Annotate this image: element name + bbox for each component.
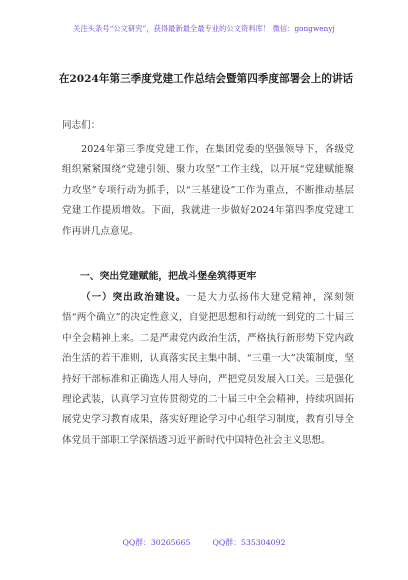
- salutation: 同志们：: [62, 120, 101, 131]
- footer: [0, 537, 408, 548]
- header-banner: 关注头条号“公文研究”，获得最新最全最专业的公文资料库！ 微信：gongwenyj: [73, 24, 335, 33]
- footer-qq-group-2: QQ群：535304092: [212, 538, 286, 547]
- footer-qq-group-1: QQ群：30265665: [122, 538, 191, 547]
- section-1-paragraph: [62, 288, 354, 451]
- section-1-subheading: （一）突出政治建设。: [81, 292, 187, 303]
- document-title: 在2024年第三季度党建工作总结会暨第四季度部署会上的讲话: [58, 73, 354, 85]
- intro-paragraph: 2024年第三季度党建工作，在集团党委的坚强领导下，各级党组织紧紧围绕“党建引领、聚力攻坚”工作主线，以开展“党建赋能聚力攻坚”专项行动为抓手，以“三基建设”工作为重点，不断推动基层党建工作提质增效。下面，我就进一步做好2024年第四季度党建工作再讲几点意见。: [62, 144, 354, 237]
- section-heading-1: 一、突出党建赋能，把战斗堡垒筑得更牢: [80, 271, 257, 282]
- section-1-text: 一是大力弘扬伟大建党精神，深刻领悟“两个确立”的决定性意义，自觉把思想和行动统一到党的二十届三中全会精神上来。二是严肃党内政治生活，严格执行新形势下党内政治生活的若干准则，认真落实民主集中制、“三重一大”决策制度，坚持好干部标准和正确选人用人导向，严把党员发展入口关。三是强化理论武装，认真学习宣传贯彻党的二十届三中全会精神，持续巩固拓展党史学习教育成果，落实好理论学习中心组学习制度，教育引导全体党员干部职工学深悟透习近平新时代中国特色社会主义思想。: [62, 292, 355, 446]
